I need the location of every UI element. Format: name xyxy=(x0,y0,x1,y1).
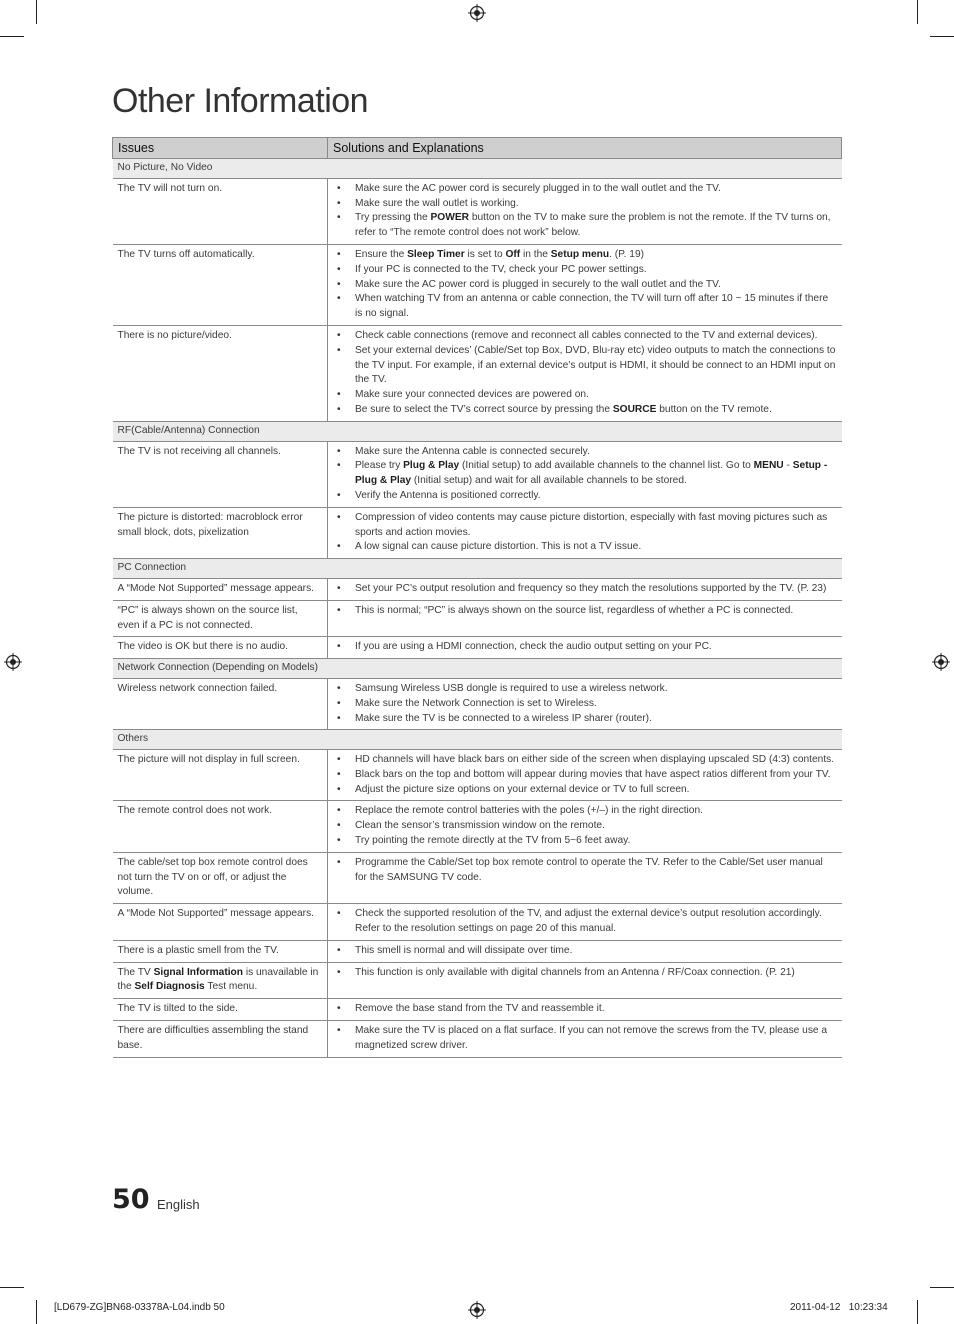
text-segment: Set your external devices’ (Cable/Set top Box, DVD, Blu-ray etc) video outputs to match the connections to the TV input. For example, if an external device’s output is HDMI, it should be connect to an HDMI input on the TV. xyxy=(355,344,836,386)
solution-list xyxy=(333,1024,837,1054)
solution-item xyxy=(333,1002,837,1017)
solution-item xyxy=(333,966,837,981)
solution-item xyxy=(333,511,837,541)
solution-item xyxy=(333,640,837,655)
issue-cell xyxy=(113,750,328,801)
registration-mark-icon xyxy=(932,653,950,671)
registration-mark-icon xyxy=(468,1301,486,1319)
text-segment: Make sure the AC power cord is securely plugged in to the wall outlet and the TV. xyxy=(355,182,721,194)
section-row xyxy=(113,421,842,441)
crop-mark xyxy=(0,1287,24,1288)
table-row xyxy=(113,678,842,729)
table-body xyxy=(113,159,842,1058)
section-row xyxy=(113,159,842,179)
text-segment: Check cable connections (remove and reconnect all cables connected to the TV and external devices). xyxy=(355,329,818,341)
section-row xyxy=(113,559,842,579)
solution-item xyxy=(333,248,837,263)
solution-item xyxy=(333,682,837,697)
table-row xyxy=(113,244,842,325)
solution-item xyxy=(333,834,837,849)
text-segment: Replace the remote control batteries with the poles (+/–) in the right direction. xyxy=(355,805,703,817)
solution-list xyxy=(333,753,837,797)
table-row xyxy=(113,940,842,962)
solution-item xyxy=(333,768,837,783)
section-title: RF(Cable/Antenna) Connection xyxy=(113,421,842,441)
solution-item xyxy=(333,344,837,388)
table-row xyxy=(113,962,842,999)
text-segment: The TV turns off automatically. xyxy=(117,248,255,260)
solution-item xyxy=(333,944,837,959)
emphasis-text: Signal Information xyxy=(153,966,243,978)
solution-list xyxy=(333,582,837,597)
text-segment: Set your PC’s output resolution and frequency so they match the resolutions supported by the TV. (P. 23) xyxy=(355,582,827,594)
solution-item xyxy=(333,445,837,460)
table-row xyxy=(113,325,842,421)
solution-cell xyxy=(328,750,842,801)
table-row xyxy=(113,750,842,801)
table-row xyxy=(113,600,842,637)
text-segment: There are difficulties assembling the stand base. xyxy=(117,1025,309,1051)
text-segment: A “Mode Not Supported” message appears. xyxy=(117,908,315,920)
issue-cell xyxy=(113,852,328,903)
emphasis-text: Self Diagnosis xyxy=(134,981,205,993)
issue-cell xyxy=(113,962,328,999)
issue-cell xyxy=(113,178,328,244)
text-segment: There is no picture/video. xyxy=(117,329,232,341)
page-title: Other Information xyxy=(112,82,369,120)
issue-cell xyxy=(113,441,328,507)
solution-list xyxy=(333,445,837,504)
issue-cell xyxy=(113,244,328,325)
solution-list xyxy=(333,182,837,241)
solution-list xyxy=(333,248,837,322)
crop-mark xyxy=(0,36,24,37)
text-segment: The video is OK but there is no audio. xyxy=(117,641,288,653)
text-segment: . (P. 19) xyxy=(609,248,644,260)
emphasis-text: Off xyxy=(505,248,521,260)
solution-item xyxy=(333,292,837,322)
text-segment: Make sure the Network Connection is set to Wireless. xyxy=(355,697,597,709)
table-row xyxy=(113,999,842,1021)
solution-cell xyxy=(328,507,842,558)
text-segment: Make sure the TV is be connected to a wireless IP sharer (router). xyxy=(355,712,652,724)
text-segment: Be sure to select the TV’s correct source by pressing the xyxy=(355,403,613,415)
solution-cell xyxy=(328,678,842,729)
solution-item xyxy=(333,329,837,344)
text-segment: This is normal; “PC” is always shown on the source list, regardless of whether a PC is connected. xyxy=(355,604,794,616)
solution-cell xyxy=(328,999,842,1021)
text-segment: Make sure the wall outlet is working. xyxy=(355,197,519,209)
table-row xyxy=(113,904,842,941)
text-segment: HD channels will have black bars on either side of the screen when displaying upscaled SD (4:3) contents. xyxy=(355,754,835,766)
registration-mark-icon xyxy=(468,4,486,22)
text-segment: “PC” is always shown on the source list, even if a PC is not connected. xyxy=(117,604,298,631)
text-segment: Please try xyxy=(355,460,404,472)
solution-item xyxy=(333,697,837,712)
text-segment: button on the TV remote. xyxy=(656,403,772,415)
solution-list xyxy=(333,640,837,655)
text-segment: Make sure the TV is placed on a flat surface. If you can not remove the screws from the TV, please use a magnetized screw driver. xyxy=(355,1025,828,1051)
text-segment: Try pointing the remote directly at the TV from 5~6 feet away. xyxy=(355,835,631,847)
table-row xyxy=(113,441,842,507)
solution-cell xyxy=(328,244,842,325)
solutions-column-header: Solutions and Explanations xyxy=(328,138,842,159)
solution-item xyxy=(333,459,837,489)
solution-item xyxy=(333,540,837,555)
solution-item xyxy=(333,197,837,212)
text-segment: in the xyxy=(520,248,551,260)
text-segment: The TV will not turn on. xyxy=(117,182,223,194)
crop-mark xyxy=(917,0,918,24)
solution-list xyxy=(333,682,837,726)
issue-cell xyxy=(113,801,328,852)
text-segment: Verify the Antenna is positioned correctly. xyxy=(355,489,541,501)
solution-item xyxy=(333,804,837,819)
text-segment: If your PC is connected to the TV, check your PC power settings. xyxy=(355,263,647,275)
table-row xyxy=(113,1021,842,1058)
text-segment: Programme the Cable/Set top box remote control to operate the TV. Refer to the Cable/Set user manual for the SAMSUNG TV code. xyxy=(355,856,823,883)
solution-cell xyxy=(328,904,842,941)
text-segment: There is a plastic smell from the TV. xyxy=(117,944,279,956)
text-segment: Remove the base stand from the TV and reassemble it. xyxy=(355,1003,605,1015)
issue-cell xyxy=(113,940,328,962)
text-segment: The TV is tilted to the side. xyxy=(117,1003,238,1015)
solution-list xyxy=(333,604,837,619)
solution-list xyxy=(333,511,837,555)
solution-list xyxy=(333,856,837,886)
table-row xyxy=(113,507,842,558)
solution-item xyxy=(333,604,837,619)
section-title: Network Connection (Depending on Models) xyxy=(113,659,842,679)
issue-cell xyxy=(113,999,328,1021)
text-segment: Ensure the xyxy=(355,248,408,260)
crop-mark xyxy=(930,36,954,37)
text-segment: (Initial setup) and wait for all available channels to be stored. xyxy=(411,475,687,487)
solution-item xyxy=(333,263,837,278)
text-segment: Wireless network connection failed. xyxy=(117,682,278,694)
text-segment: Clean the sensor’s transmission window on the remote. xyxy=(355,820,605,832)
solution-cell xyxy=(328,852,842,903)
text-segment: The TV is not receiving all channels. xyxy=(117,445,281,457)
emphasis-text: MENU xyxy=(753,460,784,472)
text-segment: Check the supported resolution of the TV, and adjust the external device’s output resolution accordingly. Refer to the resolution settings on page 20 of this manual. xyxy=(355,908,822,935)
solution-cell xyxy=(328,940,842,962)
solution-item xyxy=(333,403,837,418)
text-segment: The TV xyxy=(117,966,154,978)
solution-item xyxy=(333,712,837,727)
text-segment: Compression of video contents may cause picture distortion, especially with fast moving pictures such as sports and action movies. xyxy=(355,511,828,538)
text-segment: The remote control does not work. xyxy=(117,805,273,817)
solution-cell xyxy=(328,600,842,637)
table-row xyxy=(113,852,842,903)
solution-item xyxy=(333,388,837,403)
text-segment: The picture is distorted: macroblock error small block, dots, pixelization xyxy=(117,511,303,538)
solution-list xyxy=(333,907,837,937)
text-segment: Black bars on the top and bottom will appear during movies that have aspect ratios different from your TV. xyxy=(355,768,831,780)
solution-item xyxy=(333,753,837,768)
page-number: 50 xyxy=(112,1184,150,1215)
solution-item xyxy=(333,278,837,293)
section-row xyxy=(113,659,842,679)
emphasis-text: POWER xyxy=(430,212,469,224)
registration-mark-icon xyxy=(4,653,22,671)
text-segment: This smell is normal and will dissipate over time. xyxy=(355,944,573,956)
text-segment: Make sure your connected devices are powered on. xyxy=(355,389,589,401)
solution-cell xyxy=(328,578,842,600)
solution-cell xyxy=(328,801,842,852)
text-segment: (Initial setup) to add available channels to the channel list. Go to xyxy=(459,460,754,472)
text-segment: A low signal can cause picture distortion. This is not a TV issue. xyxy=(355,541,642,553)
table-header-row xyxy=(113,138,842,159)
section-title: Others xyxy=(113,730,842,750)
table-row xyxy=(113,637,842,659)
text-segment: If you are using a HDMI connection, check the audio output setting on your PC. xyxy=(355,641,712,653)
solution-item xyxy=(333,1024,837,1054)
text-segment: Make sure the AC power cord is plugged in securely to the wall outlet and the TV. xyxy=(355,278,721,290)
emphasis-text: Setup - Plug & Play xyxy=(355,460,828,487)
solution-item xyxy=(333,783,837,798)
solution-item xyxy=(333,182,837,197)
solution-cell xyxy=(328,962,842,999)
table-row xyxy=(113,801,842,852)
table-row xyxy=(113,178,842,244)
solution-item xyxy=(333,819,837,834)
text-segment: button on the TV to make sure the problem is not the remote. If the TV turns on, refer to “The remote control does not work” below. xyxy=(355,212,831,239)
emphasis-text: Sleep Timer xyxy=(407,248,465,260)
text-segment: A “Mode Not Supported” message appears. xyxy=(117,582,315,594)
text-segment: This function is only available with digital channels from an Antenna / RF/Coax connection. (P. 21) xyxy=(355,966,795,978)
issue-cell xyxy=(113,507,328,558)
text-segment: The cable/set top box remote control does not turn the TV on or off, or adjust the volume. xyxy=(117,856,308,898)
solution-cell xyxy=(328,1021,842,1058)
text-segment: Adjust the picture size options on your external device or TV to full screen. xyxy=(355,783,690,795)
text-segment: Samsung Wireless USB dongle is required to use a wireless network. xyxy=(355,682,668,694)
troubleshooting-table xyxy=(112,137,842,1058)
text-segment: is unavailable in the xyxy=(117,966,319,993)
crop-mark xyxy=(930,1287,954,1288)
solution-item xyxy=(333,907,837,937)
solution-item xyxy=(333,856,837,886)
issue-cell xyxy=(113,325,328,421)
crop-mark xyxy=(917,1300,918,1324)
section-row xyxy=(113,730,842,750)
issue-cell xyxy=(113,678,328,729)
solution-list xyxy=(333,966,837,981)
solution-cell xyxy=(328,441,842,507)
page-language: English xyxy=(157,1197,200,1212)
print-slug-file: [LD679-ZG]BN68-03378A-L04.indb 50 xyxy=(54,1302,225,1313)
issues-column-header: Issues xyxy=(113,138,328,159)
emphasis-text: Plug & Play xyxy=(403,460,460,472)
crop-mark xyxy=(36,1300,37,1324)
solution-cell xyxy=(328,325,842,421)
text-segment: Try pressing the xyxy=(355,212,431,224)
solution-item xyxy=(333,489,837,504)
text-segment: Make sure the Antenna cable is connected securely. xyxy=(355,445,590,457)
crop-mark xyxy=(36,0,37,24)
issue-cell xyxy=(113,600,328,637)
text-segment: - xyxy=(783,460,793,472)
solution-cell xyxy=(328,178,842,244)
issue-cell xyxy=(113,1021,328,1058)
text-segment: The picture will not display in full screen. xyxy=(117,754,300,766)
print-slug-date: 2011-04-12 10:23:34 xyxy=(790,1302,888,1313)
issue-cell xyxy=(113,904,328,941)
text-segment: Test menu. xyxy=(204,981,258,993)
solution-item xyxy=(333,582,837,597)
solution-list xyxy=(333,944,837,959)
solution-list xyxy=(333,804,837,848)
solution-item xyxy=(333,211,837,241)
table-row xyxy=(113,578,842,600)
emphasis-text: SOURCE xyxy=(612,403,657,415)
issue-cell xyxy=(113,637,328,659)
emphasis-text: Setup menu xyxy=(550,248,610,260)
section-title: No Picture, No Video xyxy=(113,159,842,179)
text-segment: is set to xyxy=(464,248,506,260)
section-title: PC Connection xyxy=(113,559,842,579)
issue-cell xyxy=(113,578,328,600)
solution-cell xyxy=(328,637,842,659)
solution-list xyxy=(333,329,837,418)
solution-list xyxy=(333,1002,837,1017)
text-segment: When watching TV from an antenna or cable connection, the TV will turn off after 10 ~ 15 minutes if there is no signal. xyxy=(355,293,829,320)
